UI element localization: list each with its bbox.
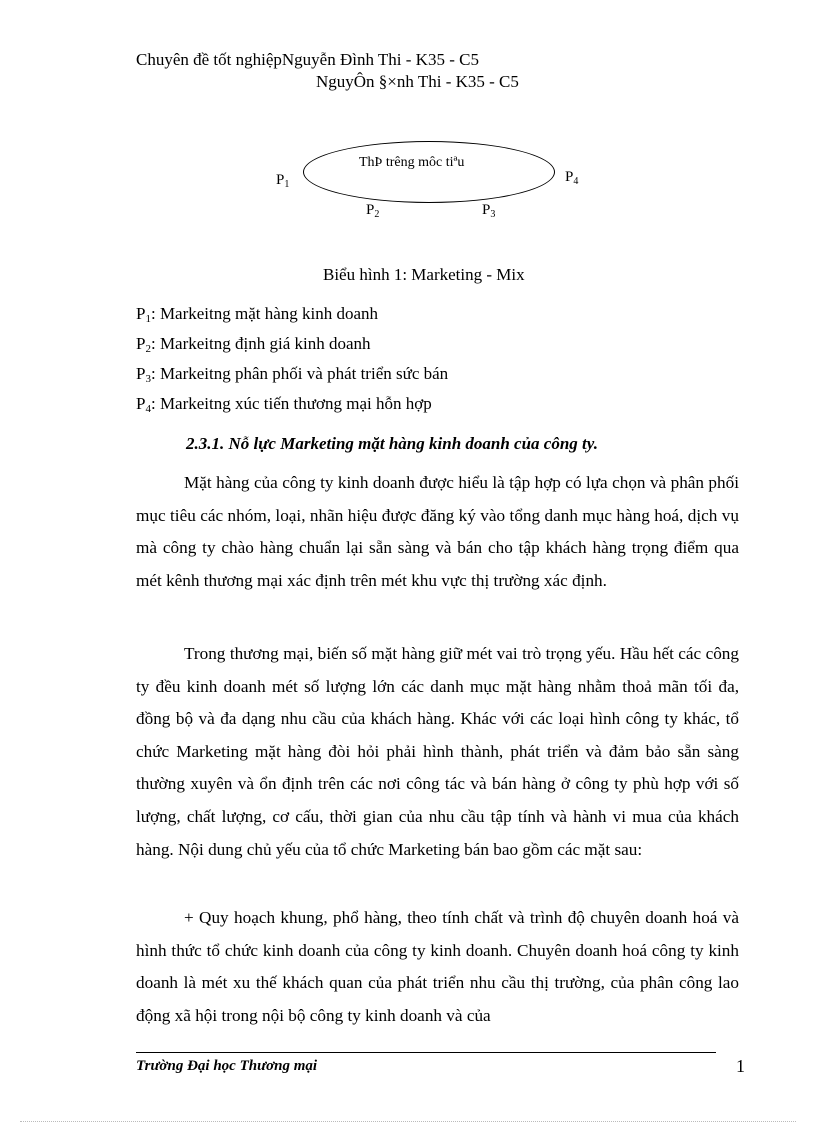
page-number: 1 — [736, 1056, 745, 1076]
diagram-p4-label: $P_4$ — [565, 169, 579, 187]
body-paragraph: Trong thương mại, biến số mặt hàng giữ mét vai trò trọng yếu. Hầu hết các công ty đều kinh doanh mét số lượng lớn các danh mục mặt hàng nhằm thoả mãn tối đa, đồng bộ và đa dạng nhu cầu của khách hàng. Khác với các loại hình công ty khác, tổ chức Marketing mặt hàng đòi hỏi phải hình thành, phát triển và đảm bảo sẵn sàng thường xuyên và ổn định trên các nơi công tác và bán hàng ở công ty phù hợp với số lượng, chất lượng, cơ cấu, thời gian của nhu cầu tập tính và hành vi mua của khách hàng. Nội dung chủ yếu của tổ chức Marketing bán bao gồm các mặt sau: — [136, 644, 739, 859]
legend-item: $P_3$: Markeitng phân phối và phát triển sức bán — [136, 364, 449, 385]
legend-item: $P_4$: Markeitng xúc tiến thương mại hỗn hợp — [136, 394, 432, 415]
body-paragraph: + Quy hoạch khung, phổ hàng, theo tính chất và trình độ chuyên doanh hoá và hình thức tổ chức kinh doanh của công ty kinh doanh. Chuyên doanh hoá công ty kinh doanh là mét xu thế khách quan của phát triển nhu cầu thị trường, của phân công lao động xã hội trong nội bộ công ty kinh doanh và của — [136, 908, 739, 1025]
header-line-1: Chuyên đề tốt nghiệpNguyễn Đình Thi - K35 - C5 — [136, 50, 479, 69]
diagram-caption: Biểu hình 1: Marketing - Mix — [323, 265, 525, 284]
diagram-p3-label: $P_3$ — [482, 202, 496, 220]
legend-item: $P_2$: Markeitng định giá kinh doanh — [136, 334, 371, 355]
section-heading: 2.3.1. Nỗ lực Marketing mặt hàng kinh doanh của công ty. — [186, 434, 598, 453]
page-bottom-divider — [20, 1121, 796, 1122]
legend-item: $P_1$: Markeitng mặt hàng kinh doanh — [136, 304, 379, 325]
target-market-ellipse — [303, 141, 555, 203]
diagram-p1-label: $P_1$ — [276, 172, 290, 190]
target-market-label: ThÞ trêng môc tiªu — [359, 155, 465, 170]
footer-school-name: Trường Đại học Thương mại — [136, 1058, 318, 1074]
body-paragraph: Mặt hàng của công ty kinh doanh được hiểu là tập hợp có lựa chọn và phân phối mục tiêu các nhóm, loại, nhãn hiệu được đăng ký vào tổng danh mục hàng hoá, dịch vụ mà công ty chào hàng chuẩn lại sẵn sàng và bán cho tập khách hàng trọng điểm qua mét kênh thương mại xác định trên mét khu vực thị trường xác định. — [136, 473, 739, 590]
diagram-p2-label: $P_2$ — [366, 202, 380, 220]
footer-rule — [136, 1052, 716, 1053]
header-line-2: NguyÔn §×nh Thi - K35 - C5 — [316, 72, 519, 91]
